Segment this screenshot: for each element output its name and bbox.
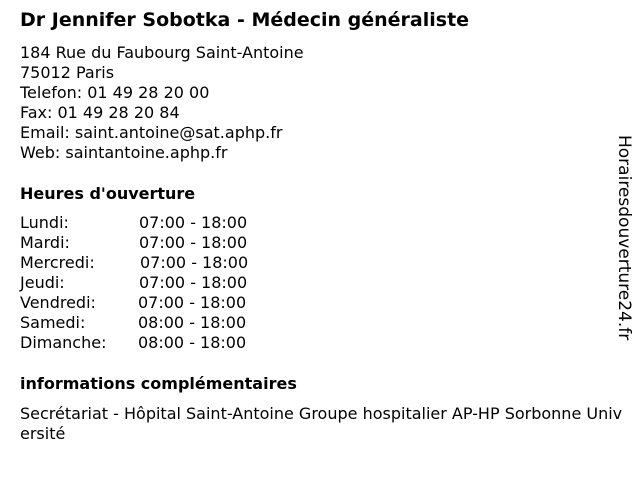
time-range: 07:00 - 18:00 [139,233,248,252]
time-range: 07:00 - 18:00 [139,213,248,232]
day-label: Mardi: [20,233,70,252]
hours-row-friday [20,293,280,313]
fax-number: Fax: 01 49 28 20 84 [20,103,180,122]
opening-hours-heading: Heures d'ouverture [20,184,196,203]
hours-row-sunday [20,333,280,353]
page-title: Dr Jennifer Sobotka - Médecin généraliste [20,9,470,31]
time-range: 08:00 - 18:00 [138,333,247,352]
address-city: 75012 Paris [20,63,115,82]
contact-block [20,43,304,163]
day-label: Vendredi: [20,293,96,312]
hours-row-thursday [20,273,280,293]
website-link[interactable]: Web: saintantoine.aphp.fr [20,143,228,162]
site-watermark: Horairesdouverture24.fr [614,135,634,341]
day-label: Samedi: [20,313,86,332]
additional-info-text: Secrétariat - Hôpital Saint-Antoine Groupe hospitalier AP-HP Sorbonne Université [20,404,623,443]
phone-number[interactable]: Telefon: 01 49 28 20 00 [20,83,210,102]
day-label: Mercredi: [20,253,95,272]
day-label: Jeudi: [20,273,65,292]
additional-info-heading: informations complémentaires [20,374,297,393]
day-label: Dimanche: [20,333,107,352]
address-street: 184 Rue du Faubourg Saint-Antoine [20,43,304,62]
time-range: 08:00 - 18:00 [138,313,247,332]
day-label: Lundi: [20,213,69,232]
time-range: 07:00 - 18:00 [138,293,247,312]
hours-row-saturday [20,313,280,333]
email-address[interactable]: Email: saint.antoine@sat.aphp.fr [20,123,283,142]
hours-row-tuesday [20,233,280,253]
time-range: 07:00 - 18:00 [139,273,248,292]
opening-hours-table [20,213,280,353]
time-range: 07:00 - 18:00 [140,253,249,272]
hours-row-wednesday [20,253,280,273]
hours-row-monday [20,213,280,233]
